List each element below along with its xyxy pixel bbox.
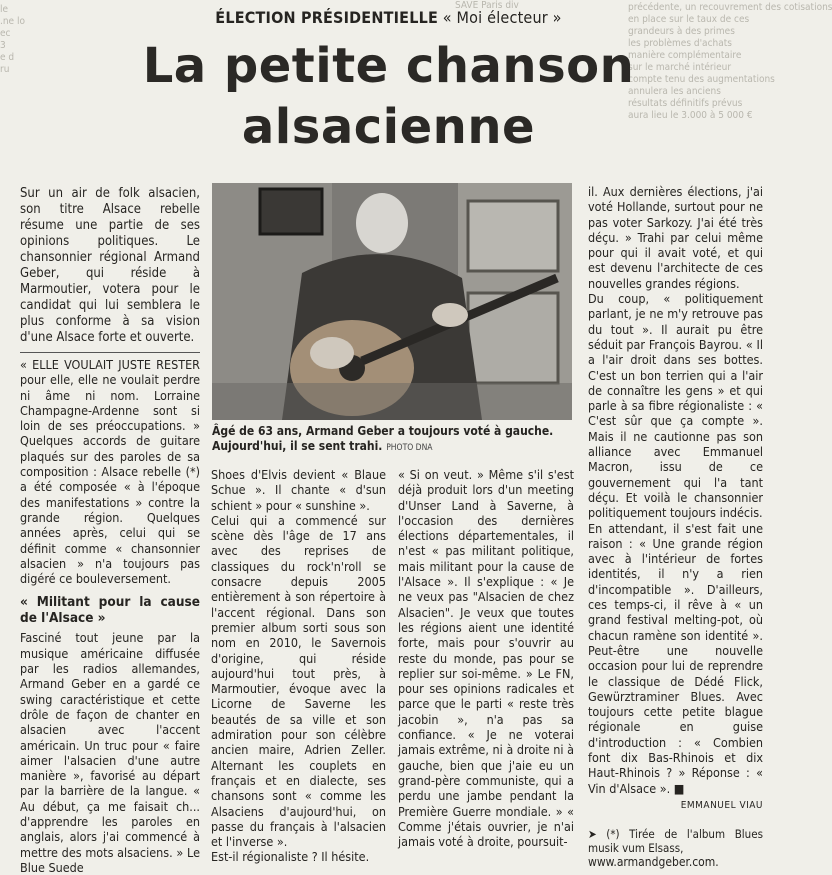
- bleed-right: précédente, un recouvrement des cotisations en place sur le taux de ces grandeurs à des primes les problèmes d'achats manière complémentaire sur le marché intérieur compte tenu des augmentations annulera les anciens résultats définitifs prévus aura lieu le 3.000 à 5 000 €: [628, 2, 832, 121]
- website-link[interactable]: www.armandgeber.com.: [588, 855, 719, 870]
- headline-line-2: alsacienne: [241, 99, 536, 155]
- body-paragraph: Celui qui a commencé sur scène dès l'âge de 17 ans avec des reprises de classiques du rock'n'roll se consacre depuis 2005 entièrement à son répertoire à l'accent régional. Dans son premier album sorti sous son nom en 2010, le Savernois d'origine, qui réside aujourd'hui tout près, à Marmoutier, évoque avec la Licorne de Saverne les beautés de sa ville et son admiration pour son célèbre ancien maire, Adrien Zeller. Alternant les couplets en français et en dialecte, ses chansons sont « comme les Alsaciens d'aujourd'hui, on passe du français à l'alsacien et l'inverse ».: [211, 512, 386, 850]
- headline-line-1: La petite chanson: [142, 38, 635, 94]
- footnote: ➤ (*) Tirée de l'album Blues musik vum Elsass, www.armandgeber.com.: [588, 827, 763, 870]
- body-paragraph: Du coup, « politiquement parlant, je ne m'y retrouve pas du tout ». Il aurait pu être séduit par François Bayrou. « Il a l'air droit dans ses bottes. C'est un bon terrien qui a l'air de connaître les gens » et qui parle à sa fibre régionaliste : « C'est sûr que ça compte ». Mais il ne cautionne pas son alliance avec Emmanuel Macron, issu de ce gouvernement qui l'a tant déçu. Et voilà le chansonnier politiquement toujours indécis.: [588, 291, 763, 521]
- body-paragraph: Shoes d'Elvis devient « Blaue Schue ». Il chante « d'sun schient » pour « sunshine ».: [211, 467, 386, 513]
- bleed-top: SAVE Paris div: [455, 0, 519, 11]
- caption-text: Âgé de 63 ans, Armand Geber a toujours voté à gauche. Aujourd'hui, il se sent trahi.: [212, 424, 554, 453]
- bleed-left: le .ne lo ec 3 e d ru: [0, 4, 25, 75]
- subheading: « Militant pour la cause de l'Alsace »: [20, 594, 200, 627]
- column-1: [20, 186, 200, 875]
- body-paragraph: Est-il régionaliste ? Il hésite.: [211, 849, 370, 865]
- guitarist-photo: [212, 183, 572, 420]
- divider: [20, 352, 200, 353]
- body-paragraph: En attendant, il s'est fait une raison : « Une grande région avec à l'intérieur de fortes identités, il n'y a rien d'incompatible ». D'ailleurs, ces temps-ci, il rêve à « un grand festival melting-pot, où chacun ramène son identité ». Peut-être une nouvelle occasion pour lui de reprendre le classique de Dédé Flick, Gewürztraminer Blues. Avec toujours cette petite blague régionale en guise d'introduction : « Combien font dix Bas-Rhinois et dix Haut-Rhinois ? » Réponse : « Vin d'Alsace ». ■: [588, 520, 763, 796]
- author-signature: EMMANUEL VIAU: [680, 799, 763, 811]
- body-paragraph: « Si on veut. » Même s'il s'est déjà produit lors d'un meeting d'Unser Land à Saverne, à l'occasion des dernières élections départementales, il n'est « pas militant politique, mais militant pour la cause de l'Alsace ». Il s'explique : « Je ne veux pas "Alsacien de chez Alsacien". Je veux que toutes les régions aient une identité forte, mais pour s'ouvrir au reste du monde, pas pour se replier sur soi-même. » Le FN, pour ses opinions radicales et parce que le parti « reste très jacobin », n'a pas sa confiance. « Je ne voterai jamais extrême, ni à droite ni à gauche, bien que j'aie eu un grand-père communiste, qui a perdu une jambe pendant la Première Guerre mondiale. » « Comme j'étais ouvrier, je n'ai jamais voté à droite, poursuit-: [398, 467, 574, 850]
- section-label: ÉLECTION PRÉSIDENTIELLE: [215, 8, 438, 27]
- body-paragraph: il. Aux dernières élections, j'ai voté Hollande, surtout pour ne pas voter Sarkozy. J'ai été très déçu. » Trahi par celui même pour qui il avait voté, et qui est devenu l'architecte de ces nouvelles grandes régions.: [588, 184, 763, 291]
- column-3: [398, 467, 574, 849]
- photo-credit: PHOTO DNA: [386, 442, 433, 453]
- body-paragraph: Fasciné tout jeune par la musique américaine diffusée par les radios allemandes, Armand Geber en a gardé ce swing caractéristique et cette drôle de façon de chanter en alsacien avec l'accent américain. Un truc pour « faire aimer l'alsacien d'une autre manière », favorisé au départ par la barrière de la langue. « Au début, ça me faisait ch... d'apprendre les paroles en anglais, alors j'ai commencé à mettre des mots alsaciens. » Le Blue Suede: [20, 630, 200, 875]
- section-kicker: [0, 8, 777, 27]
- lead-paragraph: Sur un air de folk alsacien, son titre Alsace rebelle résume une partie de ses opinions politiques. Le chansonnier régional Armand Geber, qui réside à Marmoutier, votera pour le candidat qui lui semblera le plus conforme à sa vision d'une Alsace forte et ouverte.: [20, 186, 200, 345]
- headline: [0, 36, 777, 158]
- column-2: [211, 467, 386, 865]
- photo-caption: [212, 424, 577, 455]
- column-4: [588, 184, 763, 869]
- arrow-icon: ➤: [588, 827, 607, 842]
- body-paragraph: « ELLE VOULAIT JUSTE RESTER pour elle, elle ne voulait perdre ni âme ni nom. Lorraine Champagne-Ardenne sont si loin de ses préoccupations. » Quelques accords de guitare plaqués sur des paroles de sa composition : Alsace rebelle (*) a été composée « à l'époque des manifestations » contre la grande région. Quelques années après, celui qui se définit comme « chansonnier alsacien » n'a toujours pas digéré ce bouleversement.: [20, 357, 200, 587]
- series-label: « Moi électeur »: [442, 8, 562, 27]
- photo-armand-geber: [212, 183, 572, 420]
